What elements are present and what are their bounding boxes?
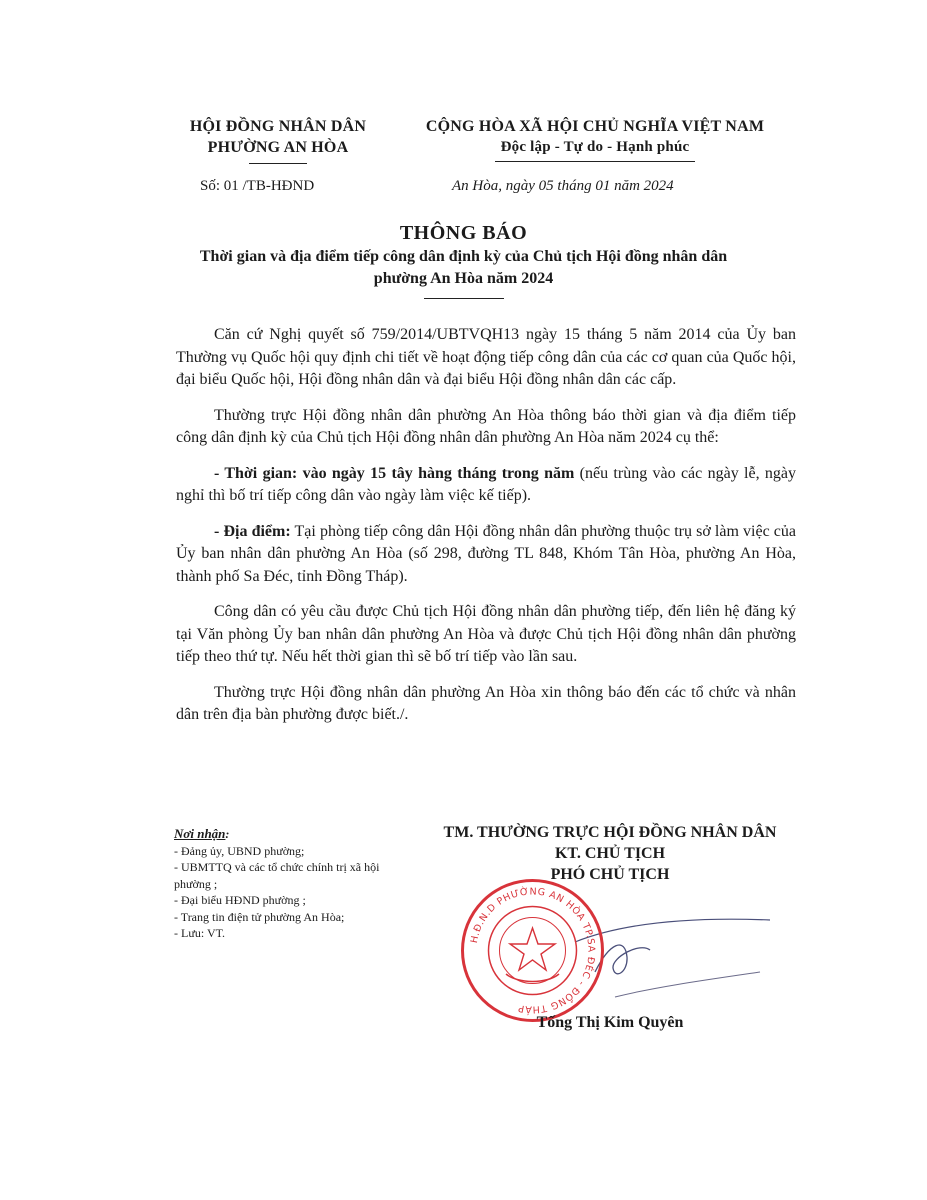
nation-name: CỘNG HÒA XÃ HỘI CHỦ NGHĨA VIỆT NAM — [425, 118, 765, 135]
subtitle-line1: Thời gian và địa điểm tiếp công dân định kỳ của Chủ tịch Hội đồng nhân dân — [199, 248, 728, 265]
national-header — [400, 116, 790, 162]
svg-text:H.Đ.N.D PHƯỜNG AN HÒA TP.SA ĐÉ: H.Đ.N.D PHƯỜNG AN HÒA TP.SA ĐÉC - ĐỒNG THÁP — [468, 886, 597, 1015]
paragraph-time — [176, 463, 796, 508]
location-label: - Địa điểm: — [214, 522, 291, 540]
document-number: Số: 01 /TB-HĐND — [200, 178, 315, 194]
org-underline — [249, 163, 307, 164]
subtitle-line2: phường An Hòa năm 2024 — [373, 270, 554, 287]
recipient-item: - Trang tin điện tử phường An Hòa; — [174, 909, 345, 924]
paragraph-location — [176, 521, 796, 589]
paragraph-registration: Công dân có yêu cầu được Chủ tịch Hội đồng nhân dân phường tiếp, đến liên hệ đăng ký tại Văn phòng Ủy ban nhân dân phường An Hòa và được Chủ tịch Hội đồng nhân dân phường tiếp theo thứ tự. Nếu hết thời gian thì sẽ bố trí tiếp vào lần sau. — [176, 603, 796, 665]
location-detail: Tại phòng tiếp công dân Hội đồng nhân dân phường thuộc trụ sở làm việc của Ủy ban nhân dân phường An Hòa (số 298, đường TL 848, Khóm Tân Hòa, phường An Hòa, thành phố Sa Đéc, tỉnh Đồng Tháp). — [176, 522, 796, 585]
title-underline — [424, 298, 504, 299]
time-detail: (nếu trùng vào các ngày lễ, ngày nghỉ thì bố trí tiếp công dân vào ngày làm việc kế tiếp). — [176, 464, 797, 504]
paragraph-closing: Thường trực Hội đồng nhân dân phường An Hòa xin thông báo đến các tổ chức và nhân dân trên địa bàn phường được biết./. — [176, 683, 796, 723]
signature-line2: KT. CHỦ TỊCH — [554, 845, 666, 862]
signature-block — [410, 822, 810, 885]
recipient-item: - UBMTTQ và các tổ chức chính trị xã hội phường ; — [174, 860, 380, 891]
recipients-block — [174, 826, 419, 942]
recipients-list — [174, 843, 419, 942]
paragraph-legal-basis: Căn cứ Nghị quyết số 759/2014/UBTVQH13 ngày 15 tháng 5 năm 2014 của Ủy ban Thường vụ Quốc hội quy định chi tiết về hoạt động tiếp công dân của các cơ quan của Quốc hội, đại biểu Quốc hội, Hội đồng nhân dân và đại biểu Hội đồng nhân dân các cấp. — [176, 326, 796, 388]
org-name-line1: HỘI ĐỒNG NHÂN DÂN — [189, 118, 367, 135]
document-title: THÔNG BÁO — [399, 222, 528, 244]
signer-name: Tống Thị Kim Quyên — [536, 1014, 684, 1031]
time-label: - Thời gian: vào ngày 15 tây hàng tháng trong năm — [214, 464, 575, 482]
place-date: An Hòa, ngày 05 tháng 01 năm 2024 — [452, 178, 674, 194]
org-name-line2: PHƯỜNG AN HÒA — [207, 139, 349, 156]
signature-line1: TM. THƯỜNG TRỰC HỘI ĐỒNG NHÂN DÂN — [443, 824, 777, 841]
motto-underline — [495, 161, 695, 162]
issuing-organization — [168, 116, 388, 164]
recipient-item: - Đại biểu HĐND phường ; — [174, 893, 306, 907]
recipient-item: - Lưu: VT. — [174, 926, 226, 940]
title-block — [150, 220, 777, 299]
paragraph-announcement: Thường trực Hội đồng nhân dân phường An Hòa thông báo thời gian và địa điểm tiếp công dân định kỳ của Chủ tịch Hội đồng nhân dân phường An Hòa năm 2024 cụ thể: — [176, 406, 796, 446]
recipients-label: Nơi nhận: — [174, 826, 230, 841]
recipient-item: - Đảng ủy, UBND phường; — [174, 843, 305, 858]
nation-motto: Độc lập - Tự do - Hạnh phúc — [500, 139, 690, 155]
document-body — [176, 324, 796, 740]
signature-line3: PHÓ CHỦ TỊCH — [550, 866, 670, 883]
official-seal — [460, 878, 605, 1023]
